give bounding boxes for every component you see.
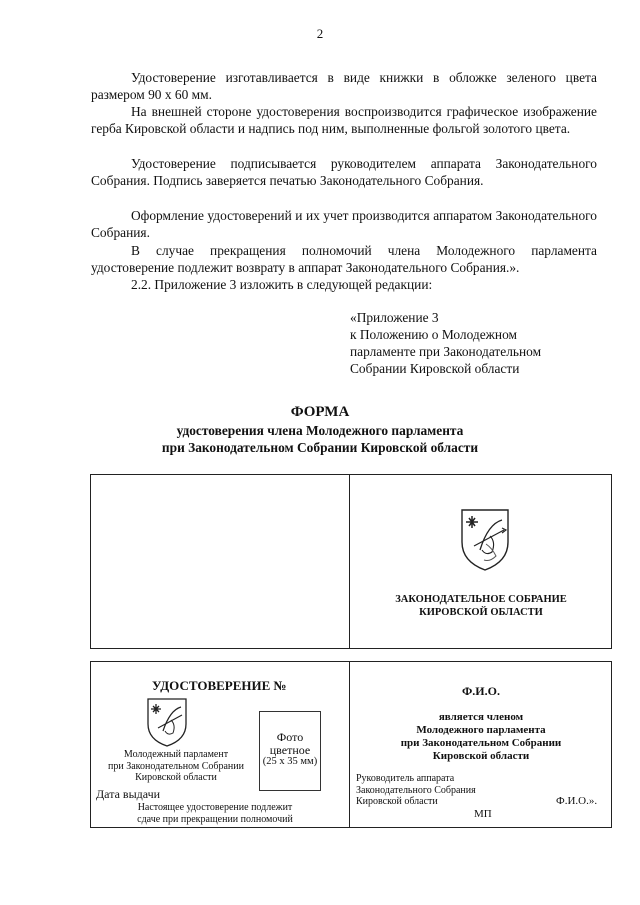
cover-org-line-2: КИРОВСКОЙ ОБЛАСТИ [419, 607, 543, 618]
cover-fold-line [349, 474, 350, 649]
seal-mark: МП [474, 808, 492, 820]
appendix-heading [350, 309, 541, 377]
coat-of-arms-icon [144, 696, 190, 748]
cover-org-line-1: ЗАКОНОДАТЕЛЬНОЕ СОБРАНИЕ [395, 594, 567, 605]
paragraph-4: Оформление удостоверений и их учет производится аппаратом Законодательного Собрания. [91, 208, 597, 240]
photo-placeholder [259, 711, 321, 791]
photo-label-2: цветное [269, 742, 311, 757]
return-note-line-2: сдаче при прекращении полномочий [137, 813, 293, 825]
youth-org-line-1: Молодежный парламент [123, 749, 229, 760]
cover-org-title [350, 593, 612, 619]
issue-date-label: Дата выдачи [96, 787, 161, 801]
photo-label-3: (25 х 35 мм) [262, 756, 318, 767]
fio-heading: Ф.И.О. [462, 684, 500, 698]
head-line-3: Кировской области [356, 796, 438, 807]
form-subtitle [0, 422, 640, 456]
membership-line-1: является членом [438, 711, 524, 723]
id-cover-card [90, 474, 612, 649]
head-line-2: Законодательного Собрания [356, 784, 476, 796]
return-note-line-1: Настоящее удостоверение подлежит [137, 802, 293, 813]
head-line-1: Руководитель аппарата [356, 773, 455, 784]
form-subtitle-2: при Законодательном Собрании Кировской области [161, 440, 479, 455]
signature-fio: Ф.И.О.». [556, 795, 598, 807]
paragraph-3: Удостоверение подписывается руководителем аппарата Законодательного Собрания. Подпись заверяется печатью Законодательного Собрания. [91, 156, 597, 188]
certificate-title: УДОСТОВЕРЕНИЕ № [152, 678, 287, 693]
appendix-line-1: «Приложение 3 [350, 310, 439, 325]
appendix-line-4: Собрании Кировской области [350, 361, 520, 376]
youth-org-line-3: Кировской области [135, 772, 217, 783]
page-number: 2 [316, 26, 324, 41]
paragraph-5: В случае прекращения полномочий члена Молодежного парламента удостоверение подлежит возврату в аппарат Законодательного Собрания.». [91, 243, 597, 275]
youth-org-line-2: при Законодательном Собрании [108, 760, 244, 772]
youth-parliament-org [96, 749, 256, 784]
membership-statement [350, 711, 612, 763]
appendix-line-3: парламенте при Законодательном [350, 344, 542, 359]
membership-line-2: Молодежного парламента [416, 724, 546, 736]
form-title: ФОРМА [290, 404, 350, 420]
paragraph-2: На внешней стороне удостоверения воспроизводится графическое изображение герба Кировской области и надпись под ним, выполненные фольгой золотого цвета. [91, 104, 597, 136]
paragraph-6: 2.2. Приложение 3 изложить в следующей редакции: [131, 277, 433, 292]
membership-line-3: при Законодательном Собрании [400, 737, 562, 749]
photo-label-1: Фото [276, 730, 304, 744]
return-note [110, 802, 320, 825]
membership-line-4: Кировской области [432, 750, 530, 762]
paragraph-1: Удостоверение изготавливается в виде книжки в обложке зеленого цвета размером 90 х 60 мм. [91, 70, 597, 102]
appendix-line-2: к Положению о Молодежном [350, 327, 518, 342]
coat-of-arms-icon [456, 506, 514, 572]
form-subtitle-1: удостоверения члена Молодежного парламента [176, 423, 464, 438]
head-of-staff-block [356, 773, 536, 808]
